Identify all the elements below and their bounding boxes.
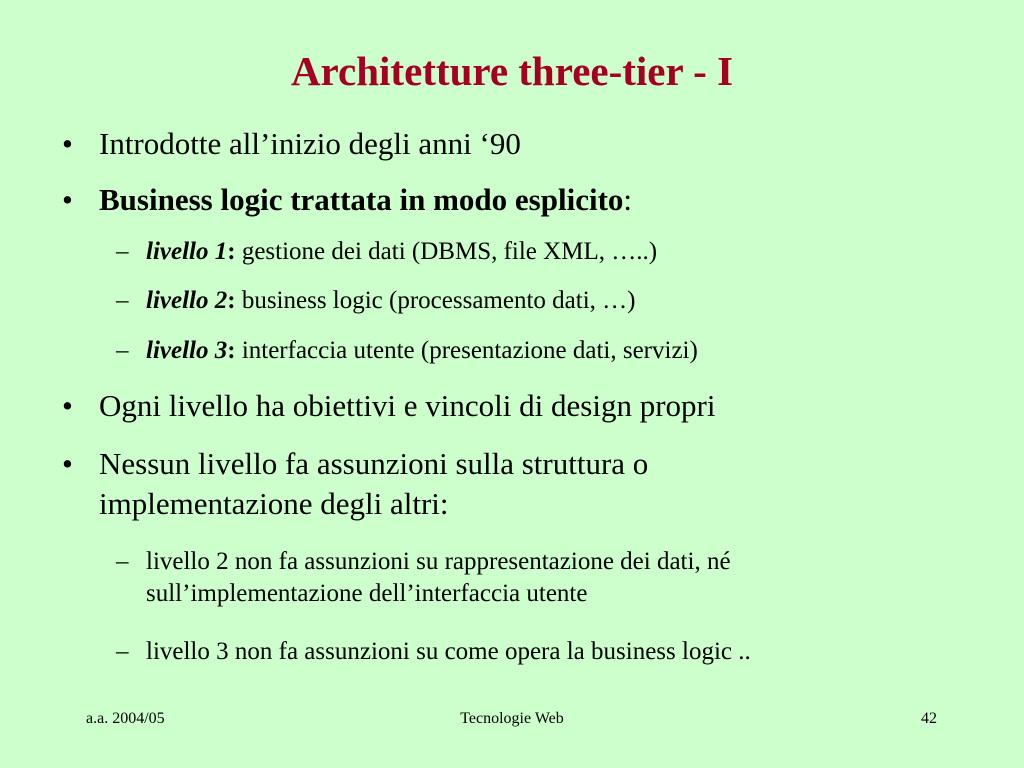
slide-title: Architetture three-tier - I — [290, 48, 734, 94]
sub-item-description: gestione dei dati (DBMS, file XML, …..) — [235, 238, 658, 265]
sub-item-text: livello 3 non fa assunzioni su come opera la business logic .. — [146, 638, 751, 665]
bullet-text-line: Nessun livello fa assunzioni sulla struttura o — [99, 446, 649, 481]
sub-item-colon: : — [227, 287, 236, 314]
dash-marker: – — [116, 287, 129, 314]
bullet-marker: • — [62, 446, 73, 481]
footer-course-title: Tecnologie Web — [460, 710, 564, 727]
sub-item-description: business logic (processamento dati, …) — [235, 287, 636, 314]
bullet-marker: • — [62, 182, 73, 217]
footer-academic-year: a.a. 2004/05 — [86, 710, 165, 727]
bullet-marker: • — [62, 388, 73, 423]
bullet-marker: • — [62, 126, 73, 161]
sub-item-label: livello 3 — [146, 337, 228, 364]
sub-item-text — [146, 285, 986, 317]
sub-item-colon: : — [227, 337, 236, 364]
sub-item-text — [146, 546, 986, 610]
dash-marker: – — [116, 238, 129, 265]
bullet-text: Introdotte all’inizio degli anni ‘90 — [99, 126, 521, 161]
bullet-text — [99, 444, 939, 524]
sub-item-colon: : — [227, 238, 236, 265]
footer-page-number: 42 — [921, 710, 937, 727]
bullet-text: Ogni livello ha obiettivi e vincoli di design propri — [99, 388, 716, 423]
dash-marker: – — [116, 548, 129, 575]
dash-marker: – — [116, 337, 129, 364]
sub-item-label: livello 2 — [146, 287, 228, 314]
sub-item-text-line: livello 2 non fa assunzioni su rappresentazione dei dati, né — [146, 548, 731, 575]
bullet-bold-text: Business logic trattata in modo esplicito — [99, 182, 624, 217]
sub-item-description: interfaccia utente (presentazione dati, servizi) — [235, 337, 698, 364]
sub-item-label: livello 1 — [146, 238, 228, 265]
sub-item-text — [146, 236, 986, 268]
bullet-text-line: implementazione degli altri: — [99, 486, 449, 521]
sub-item-text-line: sull’implementazione dell’interfaccia utente — [146, 580, 588, 607]
bullet-text-suffix: : — [623, 182, 633, 217]
sub-item-text — [146, 335, 986, 367]
bullet-text — [99, 180, 939, 220]
dash-marker: – — [116, 638, 129, 665]
